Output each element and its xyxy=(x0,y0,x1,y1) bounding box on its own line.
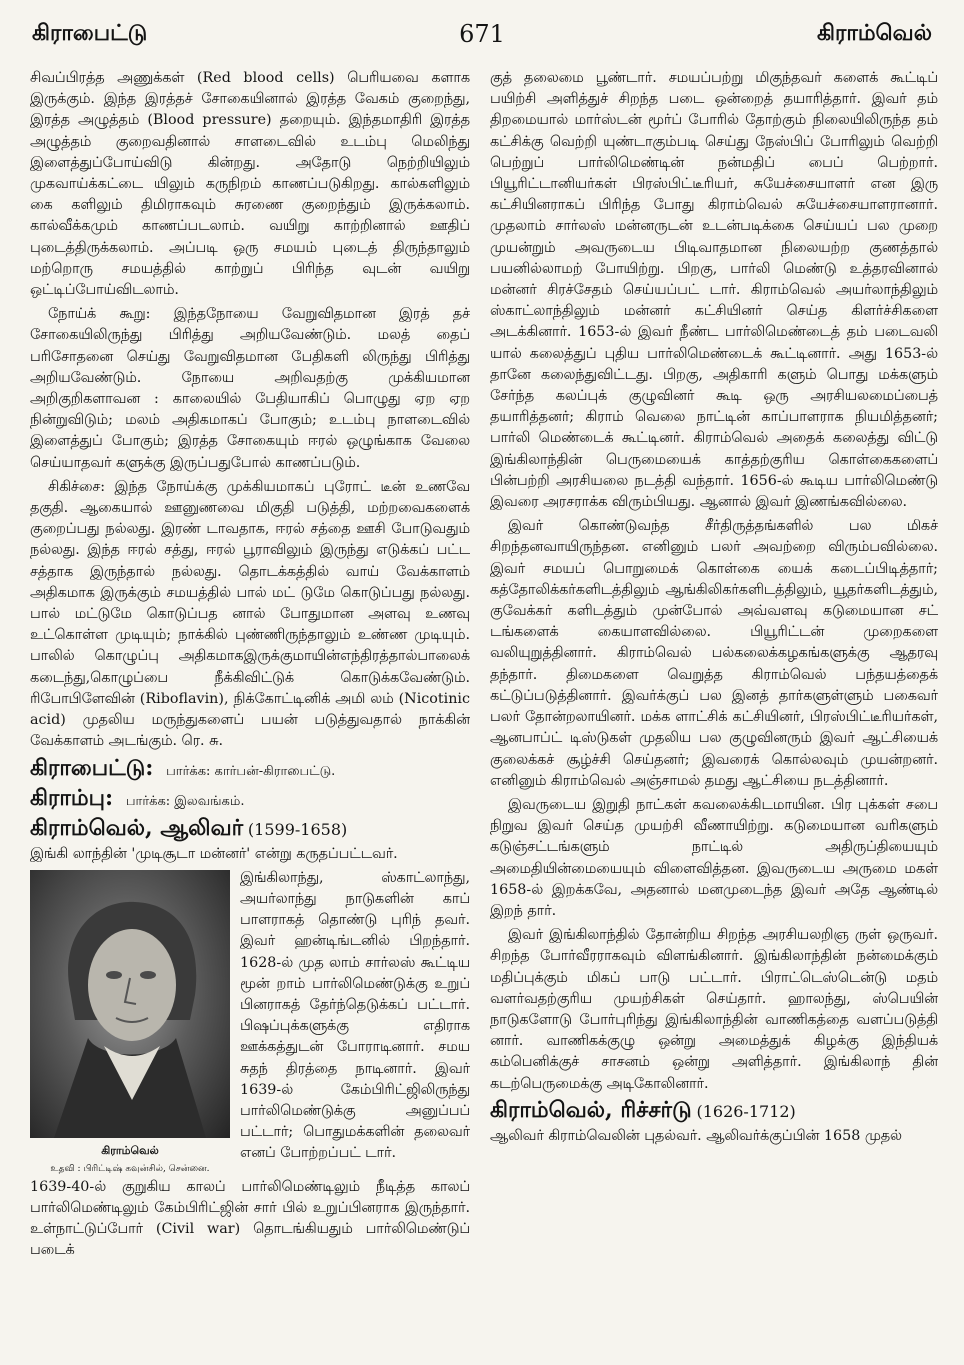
right-column xyxy=(490,68,938,1357)
page-header xyxy=(32,20,932,54)
entry-richard-years: (1626-1712) xyxy=(696,1101,796,1121)
paragraph-legacy: இவர் இங்கிலாந்தில் தோன்றிய சிறந்த அரசியலறிஞ ருள் ஒருவர். சிறந்த போர்வீரராகவும் விளங்கினார். இங்கிலாந்தின் நன்மைக்கும் மதிப்புக்கும் மிகப் பாடு பட்டார். பிராட்டெஸ்டென்டு மதம் வளர்வதற்குரிய முயற்சிகள் செய்தார். ஹாலந்து, ஸ்பெயின் நாடுகளோடு போர்புரிந்து இங்கிலாந்தின் வாணிகத்தை வளப்படுத்தி னார். வாணிகக்குழு ஒன்று அமைத்துக் கிழக்கு இந்தியக் கம்பெனிக்குச் சாசனம் ஒன்று அளித்தார். இங்கிலாந் தின் கடற்பெருமைக்கு அடிகோலினார். xyxy=(490,927,938,1092)
entry-oliver-years: (1599-1658) xyxy=(247,819,348,839)
entry-oliver-text-after-portrait: 1639-40-ல் குறுகிய காலப் பார்லிமெண்டிலும் நீடித்த காலப் பார்லிமெண்டிலும் கேம்பிரிட்ஜின் சார் பில் உறுப்பினராக இருந்தார். உள்நாட்டுப்போர் (Civil war) தொடங்கியதும் பார்லிமெண்டுப் படைக் xyxy=(30,1178,470,1259)
paragraph-treatment: சிகிச்சை: இந்த நோய்க்கு முக்கியமாகப் புரோட் டீன் உணவே தகுதி. ஆகையால் ஊனுணவை மிகுதி படுத்தி, மற்றவைகளைக் குறைப்பது நல்லது. இரண் டாவதாக, ஈரல் சத்தை ஊசி போடுவதும் நல்லது. இந்த ஈரல் சத்து, ஈரல் பூராவிலும் இருந்து எடுக்கப் பட்ட சத்தாக இருந்தால் நல்லது. தொடக்கத்தில் வாய் வேக்காளம் அதிகமாக இருக்கும் சமயத்தில் பால் மட் டுமே கொடுப்பது நல்லது. பால் மட்டுமே கொடுப்பத னால் போதுமான அளவு உணவு உட்கொள்ள முடியும்; நாக்கில் புண்ணிருந்தாலும் உண்ண முடியும். பாலில் கொழுப்பு அதிகமாகஇருக்குமாயின்எந்திரத்தால்பாலைக் கடைந்து,கொழுப்பை நீக்கிவிட்டுக் கொடுக்கவேண்டும். ரிபோபிளேவின் (Riboflavin), நிக்கோட்டினிக் அமி லம் (Nicotinic acid) முதலிய மருந்துகளைப் பயன் படுத்துவதால் நாக்கின் வேக்காளம் அடங்கும். ரெ. சு. xyxy=(30,478,470,750)
paragraph-military-career: குத் தலைமை பூண்டார். சமயப்பற்று மிகுந்தவர் களைக் கூட்டிப் பயிற்சி அளித்துச் சிறந்த படை ஒன்றைத் தயாரித்தார். இவர் தம் திறமையால் மார்ஸ்டன் மூர்ப் போரில் தோற்கும் நிலையிலிருந்த தம் கட்சிக்கு வெற்றி யுண்டாகும்படி செய்து நேஸ்பிப் போரிலும் வெற்றி பெற்றுப் பார்லிமெண்டின் நன்மதிப் பைப் பெற்றார். பியூரிட்டானியர்கள் பிரஸ்பிட்டீரியர், சுயேச்சையாளர் என இரு கட்சியினராகப் பிரிந்த போது கிராம்வெல் சுயேச்சையாளரானார். முதலாம் சார்லஸ் மன்னருடன் உடன்படிக்கை செய்யப் பல முறை முயன்றும் அவருடைய பிடிவாதமான நிலையற்ற குணத்தால் பயனில்லாமற் போயிற்று. பிறகு, பார்லி மெண்டு உத்தரவினால் மன்னர் சிரச்சேதம் செய்யப்பட் டார். கிராம்வெல் அயர்லாந்திலும் ஸ்காட்லாந்திலும் மன்னர் கட்சியினர் செய்த கிளர்ச்சிகளை அடக்கினார். 1653-ல் இவர் நீண்ட பார்லிமெண்டைத் தம் படைவலி யால் கலைத்துப் புதிய பார்லிமெண்டைக் கூட்டினார். அது 1653-ல் தானே கலைந்துவிட்டது. பிறகு, அதிகாரி களும் பொது மக்களும் சேர்ந்த கலப்புக் குழுவினர் கூடி ஒரு அரசியலமைப்பைத் தயாரித்தனர்; கிராம் வெலை நாட்டின் காப்பாளராக நியமித்தனர்; பார்லி மெண்டைக் கூட்டினர். கிராம்வெல் அதைக் கலைத்து விட்டு இங்கிலாந்தின் பெருமையைக் காத்தற்குரிய கொள்கைகளைப் பின்பற்றி அரசியலை நடத்தி வந்தார். 1656-ல் கூடிய பார்லிமெண்டு இவரை அரசராக்க விரும்பியது. ஆனால் இவர் இணங்கவில்லை. xyxy=(490,70,938,511)
entry-clove-headword: கிராம்பு: xyxy=(30,784,114,811)
entry-clove-see: பார்க்க: இலவங்கம். xyxy=(125,793,245,809)
entry-clove xyxy=(30,786,470,814)
entry-richard-headword: கிராம்வெல், ரிச்சர்டு xyxy=(490,1096,692,1123)
entry-oliver-intro: இங்கி லாந்தின் 'முடிசூடா மன்னர்' என்று கருதப்பட்டவர். xyxy=(30,845,398,862)
entry-oliver-text-beside-portrait: இங்கிலாந்து, ஸ்காட்லாந்து, அயர்லாந்து நாடுகளின் காப் பாளராகத் தொண்டு புரிந் தவர். இவர் ஹன்டிங்டனில் பிறந்தார். 1628-ல் முத லாம் சார்லஸ் கூட்டிய மூன் றாம் பார்லிமெண்டுக்கு உறுப் பினராகத் தேர்ந்தெடுக்கப் பட்டார். பிஷப்புக்களுக்கு எதிராக ஊக்கத்துடன் போராடினார். சமய சுதந் திரத்தை நாடினார். இவர் 1639-ல் கேம்பிரிட்ஜிலிருந்து பார்லிமெண்டுக்கு அனுப்பப் பட்டார்; பொதுமக்களின் தலைவர் எனப் போற்றப்பட் டார். xyxy=(240,869,470,1162)
page-number: 671 xyxy=(459,20,505,48)
entry-oliver-cromwell xyxy=(30,816,470,842)
left-column xyxy=(30,68,470,1357)
paragraph-anemia-symptoms: சிவப்பிரத்த அணுக்கள் (Red blood cells) பெரியவை களாக இருக்கும். இந்த இரத்தச் சோகையினால் இரத்த வேகம் குறைந்து, இரத்த அழுத்தம் (Blood pressure) தறையும். இந்தமாதிரி இரத்த அழுத்தம் குறைவதினால் சாளடைவில் உடம்பு மெலிந்து இளைத்துப்போய்விடு கின்றது. அதோடு நெற்றியிலும் முகவாய்க்கட்டை யிலும் கருநிறம் காணப்படுகிறது. கால்களிலும் கை களிலும் திமிராகவும் சுரணை குறைந்தும் இருக்கலாம். கால்வீக்கமும் காணப்படலாம். வயிறு காற்றினால் ஊதிப் புடைத்திருக்கலாம். அப்படி ஒரு சமயம் புடைத் திருந்தாலும் மற்றொரு சமயத்தில் காற்றுப் பிரிந்த வுடன் வயிறு ஒட்டிப்போய்விடலாம். xyxy=(30,70,470,299)
portrait-illustration xyxy=(30,870,230,1138)
running-head-right: கிராம்வெல் xyxy=(816,20,932,46)
portrait-credit: உதவி : பிரிட்டிஷ் கவுன்சில், சென்னை. xyxy=(50,1163,210,1174)
portrait-block xyxy=(30,868,470,1177)
portrait-figure xyxy=(30,870,230,1175)
running-head-left: கிராபைட்டு xyxy=(32,20,148,46)
paragraph-final-days: இவருடைய இறுதி நாட்கள் கவலைக்கிடமாயின. பிர புக்கள் சபை நிறுவ இவர் செய்த முயற்சி வீணாயிற்று. கடுமையான வரிகளும் கடுஞ்சட்டங்களும் நாட்டில் அதிருப்தியையும் அமைதியின்மையையும் விளைவித்தன. இவருடைய அருமை மகள் 1658-ல் இறக்கவே, அதனால் மனமுடைந்த இவர் அதே ஆண்டில் இறந் தார். xyxy=(490,796,938,919)
entry-richard-text: ஆலிவர் கிராம்வெலின் புதல்வர். ஆலிவர்க்குப்பின் 1658 முதல் xyxy=(490,1127,902,1144)
entry-richard-cromwell xyxy=(490,1098,938,1124)
entry-graphite xyxy=(30,756,470,784)
entry-oliver-headword: கிராம்வெல், ஆலிவர் xyxy=(30,814,244,841)
portrait-caption: கிராம்வெல் xyxy=(101,1143,159,1157)
paragraph-diagnosis: நோய்க் கூறு: இந்தநோயை வேறுவிதமான இரத் தச் சோகையிலிருந்து பிரித்து அறியவேண்டும். மலத் தைப் பரிசோதனை செய்து வேறுவிதமான பேதிகளி லிருந்து பிரித்து அறியவேண்டும். நோயை அறிவதற்கு முக்கியமான அறிகுறிகளாவன : காலையில் பேதியாகிப் பொழுது ஏற ஏற நின்றுவிடும்; மலம் அதிகமாகப் போகும்; உடம்பு நாளடைவில் இளைத்துப் போகும்; இரத்த சோகையும் ஈரல் ஒழுங்காக வேலை செய்யாதவர் களுக்கு இருப்பதுபோல் காணப்படும். xyxy=(30,306,470,471)
cromwell-portrait-image xyxy=(30,870,230,1138)
paragraph-reforms: இவர் கொண்டுவந்த சீர்திருத்தங்களில் பல மிகச் சிறந்தனவாயிருந்தன. எனினும் பலர் அவற்றை விரும்பவில்லை. இவர் சமயப் பொறுமைக் கொள்கை யைக் கடைப்பிடித்தார்; கத்தோலிக்கர்களிடத்திலும் ஆங்கிலிகர்களிடத்திலும், யூதர்களிடத்தும், குவேக்கர் களிடத்தும் முன்போல் அவ்வளவு கடுமையான சட் டங்களைக் கையாளவில்லை. பியூரிட்டன் முறைகளை வலியுறுத்தினார். கிராம்வெல் பல்கலைக்கழகங்களுக்கு ஆதரவு தந்தார். திமைகளை வெறுத்த கிராம்வெல் பந்தயத்தைக் கட்டுப்படுத்தினார். இவர்க்குப் பல இனத் தார்களுள்ளும் பகைவர் பலர் தோன்றலாயினர். மக்க ளாட்சிக் கட்சியினர், பிரஸ்பிட்டீரியர்கள், ஆனபாப்ட் டிஸ்டுகள் முதலிய பல குழுவினரும் இவர் ஆட்சியைக் குலைக்கச் சூழ்ச்சி செய்தனர்; இவரைக் கொல்லவும் முயன்றனர். எனினும் கிராம்வெல் அஞ்சாமல் தமது ஆட்சியை நடத்தினார். xyxy=(490,518,938,789)
entry-graphite-see: பார்க்க: கார்பன்-கிராபைட்டு. xyxy=(166,763,336,779)
entry-graphite-headword: கிராபைட்டு: xyxy=(30,754,154,781)
